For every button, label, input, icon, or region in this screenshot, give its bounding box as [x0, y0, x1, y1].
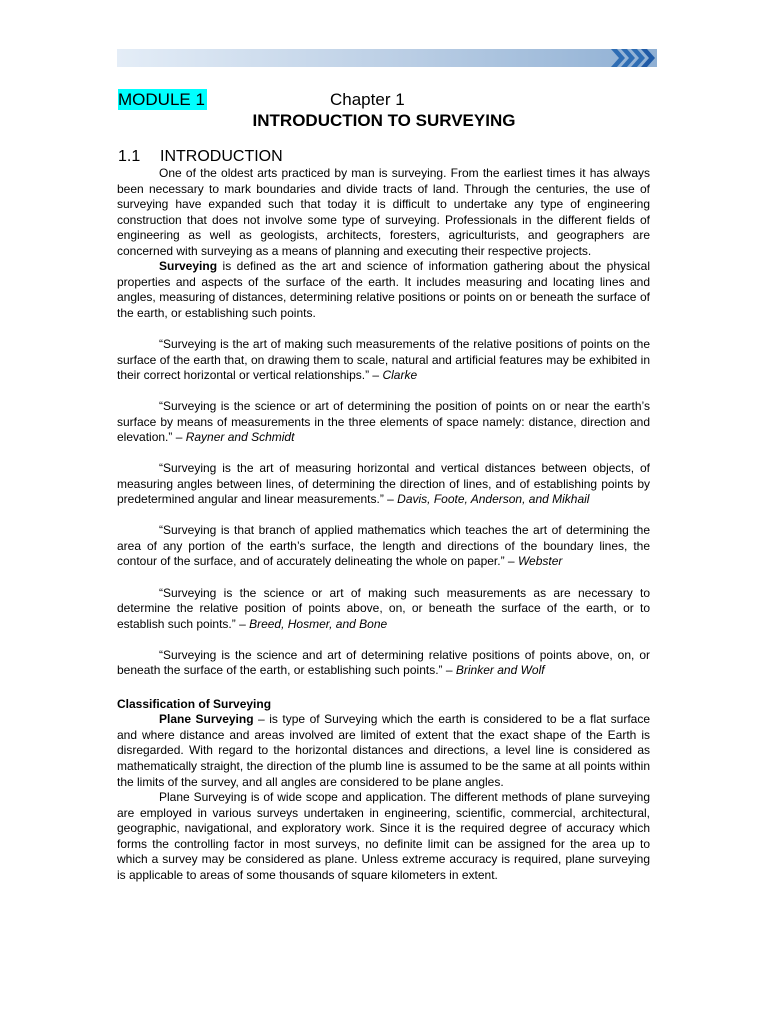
quote-author: Brinker and Wolf	[455, 663, 545, 678]
term-surveying: Surveying	[159, 259, 218, 274]
quote-text: “Surveying is the science or art of making such measurements as are necessary to determine the relative position of points above, on, or beneath the surface of the earth, or to establish such points.” –	[117, 585, 650, 631]
plane-surveying-text: – is type of Surveying which the earth is considered to be a flat surface and where distance and areas involved are limited of extent that the exact shape of the Earth is disregarded. With regard to the horizontal distances and directions, a level line is considered as mathematically straight, the direction of the plumb line is assumed to be the same at all points within the limits of the survey, and all angles are considered to be plane angles.	[117, 712, 650, 789]
header-banner	[117, 49, 657, 67]
quote-author: Clarke	[382, 368, 418, 383]
quote-text: “Surveying is the art of measuring horizontal and vertical distances between objects, of measuring angles between lines, of determining the direction of lines, and of establishing points by predetermined angular and linear measurements.” –	[117, 461, 650, 507]
section-heading	[118, 147, 283, 167]
quote-author: Webster	[517, 554, 563, 569]
definition-quote	[117, 399, 650, 446]
quote-text: “Surveying is the art of making such measurements of the relative positions of points on the surface of the earth that, on drawing them to scale, natural and artificial features may be exhibited in their correct horizontal or vertical relationships.” –	[117, 336, 650, 383]
definition-text: is defined as the art and science of information gathering about the physical properties and aspects of the surface of the earth. It includes measuring and locating lines and angles, measuring of distances, determining relative positions or points on or beneath the surface of the earth, or establishing such points.	[117, 259, 650, 320]
plane-surveying-scope-paragraph: Plane Surveying is of wide scope and application. The different methods of plane surveying are employed in various surveys undertaken in engineering, scientific, commercial, architectural, geographic, navigational, and exploratory work. Since it is the required degree of accuracy which forms the controlling factor in most surveys, no definite limit can be assigned for the area up to which a survey may be considered as plane. Unless extreme accuracy is required, plane surveying is applicable to areas of some thousands of square kilometers in extent.	[117, 790, 650, 882]
definition-quote	[117, 648, 650, 679]
intro-paragraph: One of the oldest arts practiced by man is surveying. From the earliest times it has always been necessary to mark boundaries and divide tracts of land. Through the centuries, the use of surveying have expanded such that today it is difficult to undertake any type of engineering construction that does not involve some type of surveying. Professionals in the different fields of engineering as well as geologists, architects, foresters, agriculturists, and geographers are concerned with surveying as a means of planning and executing their respective projects.	[117, 166, 650, 258]
term-plane-surveying: Plane Surveying	[159, 712, 254, 727]
classification-heading: Classification of Surveying	[117, 696, 272, 711]
body-content	[117, 166, 650, 883]
definition-quote	[117, 461, 650, 508]
quote-author: Davis, Foote, Anderson, and Mikhail	[397, 492, 590, 507]
definition-quote	[117, 523, 650, 570]
plane-surveying-paragraph	[117, 712, 650, 790]
definition-quote	[117, 586, 650, 633]
chapter-label: Chapter 1	[330, 90, 405, 109]
quote-text: “Surveying is that branch of applied mathematics which teaches the art of determining the area of any portion of the earth’s surface, the length and directions of the boundary lines, the contour of the surface, and of accurately delineating the whole on paper.” –	[117, 523, 650, 569]
quote-text: “Surveying is the science or art of determining the position of points on or near the earth’s surface by means of measurements in the three elements of space namely: distance, direction and elevation.” –	[117, 399, 650, 445]
chapter-title: INTRODUCTION TO SURVEYING	[252, 111, 516, 130]
section-title: INTRODUCTION	[160, 148, 283, 165]
quote-text: “Surveying is the science and art of determining relative positions of points above, on, or beneath the surface of the earth, or establishing such points.” –	[117, 647, 650, 678]
quote-author: Breed, Hosmer, and Bone	[249, 616, 388, 631]
section-number: 1.1	[118, 148, 141, 165]
quote-author: Rayner and Schmidt	[185, 430, 295, 445]
definition-quote	[117, 337, 650, 384]
surveying-definition-paragraph	[117, 259, 650, 321]
module-label: MODULE 1	[118, 90, 205, 109]
chevron-right-icon	[641, 49, 655, 67]
